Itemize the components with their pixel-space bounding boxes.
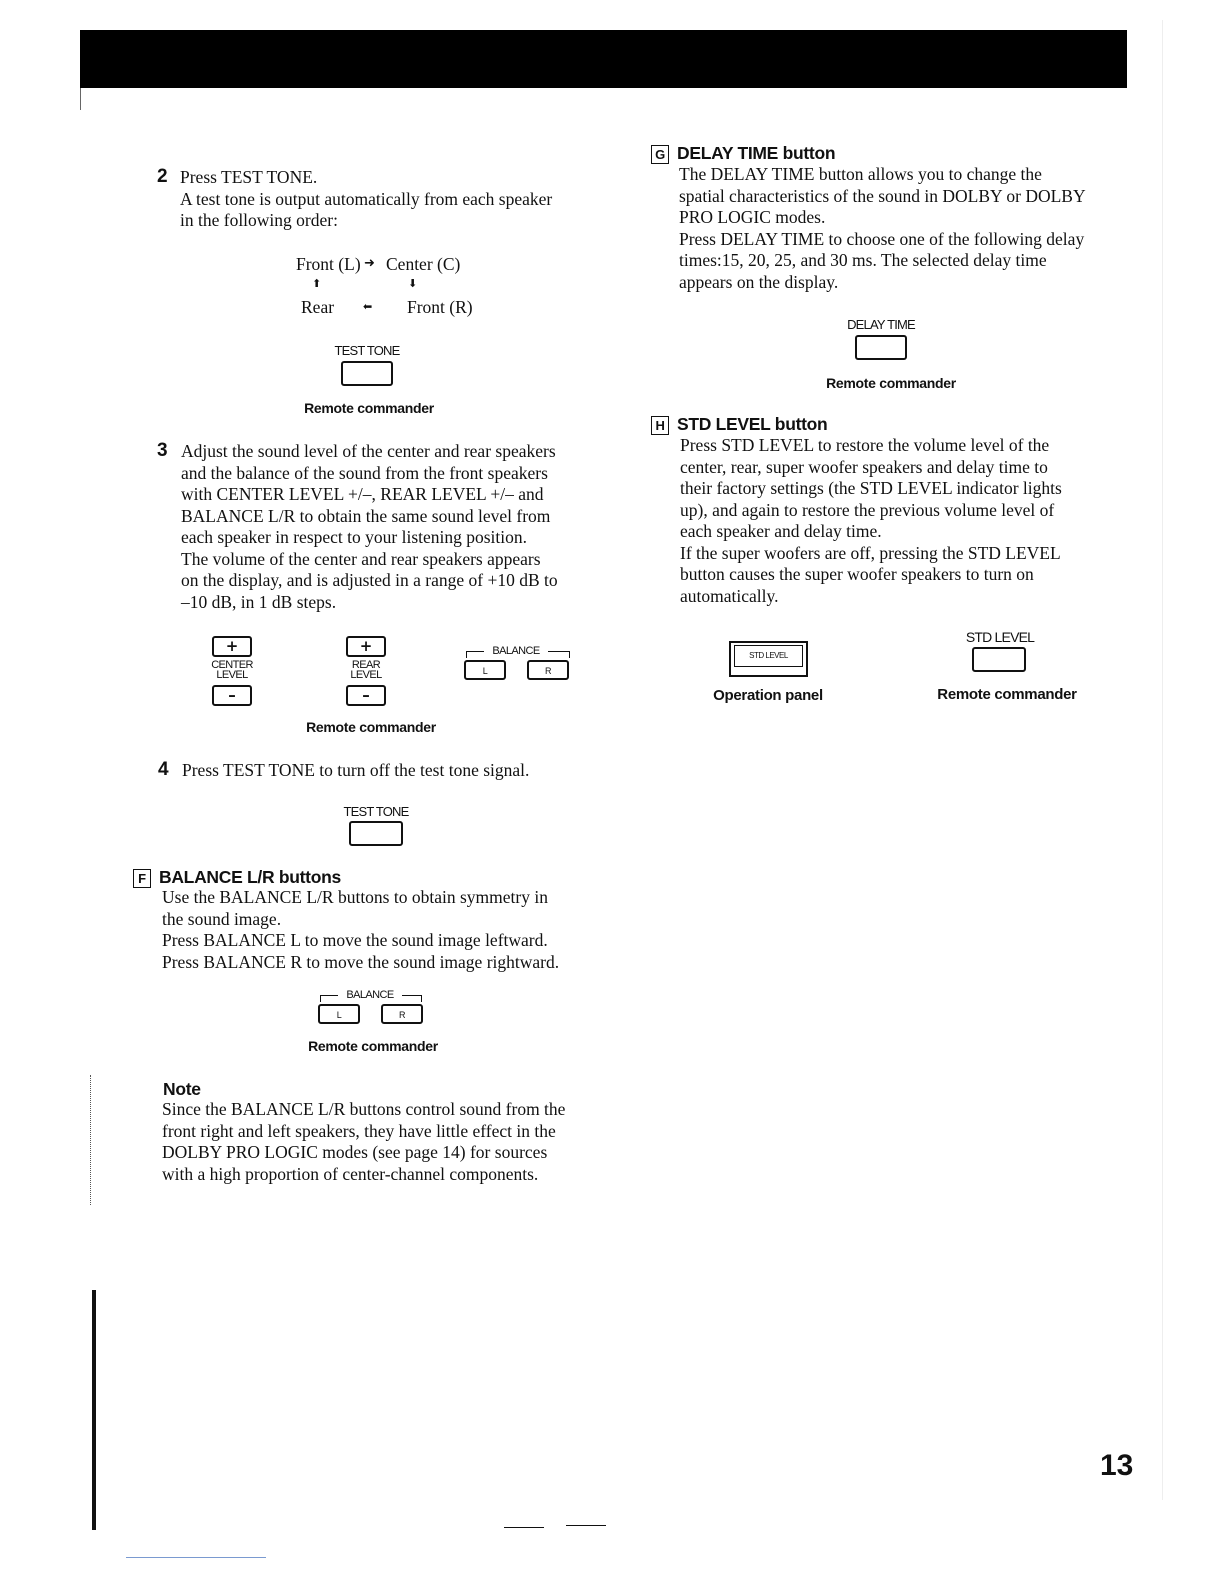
std-level-panel-button[interactable] [729, 641, 808, 677]
section-f-letter: F [133, 869, 151, 888]
footer-rule [566, 1525, 606, 1526]
scan-edge-mark [90, 1075, 93, 1205]
step-3-text: Adjust the sound level of the center and rear speakers and the balance of the sound from the front speakers with CENTER LEVEL +/–, REAR LEVEL +/– and BALANCE L/R to obtain the same sound level from each speaker in respect to your listening position. The volume of the center and rear speakers appears on the display, and is adjusted in a range of +10 dB to –10 dB, in 1 dB steps. [181, 441, 558, 612]
order-center: Center (C) [386, 254, 461, 274]
section-h-heading: H STD LEVEL button [651, 414, 827, 435]
delay-time-label: DELAY TIME [847, 317, 915, 332]
balance-label: BALANCE [484, 646, 548, 656]
step-2-caption: Remote commander [304, 400, 434, 416]
step-4-number: 4 [158, 759, 169, 780]
std-level-remote-label: STD LEVEL [965, 629, 1035, 645]
order-front-r: Front (R) [407, 297, 473, 317]
test-tone-label-2: TEST TONE [343, 804, 409, 819]
step-3-number: 3 [157, 440, 168, 461]
section-f-heading: F BALANCE L/R buttons [133, 867, 341, 888]
balance-label: BALANCE [338, 990, 402, 1000]
arrow-down-icon: ⬇ [408, 277, 418, 290]
operation-panel-caption: Operation panel [713, 687, 823, 704]
footer-rule [504, 1527, 544, 1528]
section-g-heading: G DELAY TIME button [651, 143, 835, 164]
balance-r-button[interactable]: R [527, 660, 569, 680]
note-text: Since the BALANCE L/R buttons control sound from the front right and left speakers, they have little effect in the DOLBY PRO LOGIC modes (see page 14) for sources with a high proportion of center-channel components. [162, 1099, 566, 1184]
step-4-text: Press TEST TONE to turn off the test tone signal. [182, 760, 530, 780]
center-level-minus-button[interactable] [212, 685, 252, 706]
section-h-remote-caption: Remote commander [937, 686, 1077, 703]
arrow-up-icon: ⬆ [312, 277, 322, 290]
left-margin-line [80, 88, 81, 110]
rear-level-label: REAR LEVEL [350, 659, 382, 681]
section-f-caption: Remote commander [308, 1038, 438, 1054]
std-level-remote-button[interactable] [972, 647, 1026, 672]
order-front-l: Front (L) [296, 254, 361, 274]
plus-icon: + [225, 637, 239, 655]
step-3-caption: Remote commander [306, 719, 436, 735]
section-h-letter: H [651, 416, 669, 435]
arrow-left-icon: ⬅ [363, 300, 373, 313]
binding-edge-mark [92, 1290, 96, 1530]
test-tone-label: TEST TONE [334, 343, 400, 358]
arrow-right-icon: ➜ [364, 256, 375, 271]
section-h-text: Press STD LEVEL to restore the volume level of the center, rear, super woofer speakers and delay time to their factory settings (the STD LEVEL indicator lights up), and again to restore the previous volume level of each speaker and delay time. If the super woofers are off, pressing the STD LEVEL button causes the super woofer speakers to turn on automatically. [680, 435, 1062, 606]
footer-link-line [126, 1557, 266, 1558]
step-2-text: Press TEST TONE. A test tone is output automatically from each speaker in the following order: [180, 167, 553, 230]
balance-l-button[interactable]: L [318, 1004, 360, 1024]
minus-icon: – [362, 686, 370, 704]
rear-level-plus-button[interactable] [346, 636, 386, 657]
rear-level-minus-button[interactable] [346, 685, 386, 706]
std-level-panel-label: STD LEVEL [734, 645, 803, 667]
header-bar [80, 30, 1127, 88]
step-2-number: 2 [157, 166, 168, 187]
balance-l-button[interactable]: L [464, 660, 506, 680]
note-heading: Note [163, 1079, 201, 1099]
minus-icon: – [228, 686, 236, 704]
test-tone-button-2[interactable] [349, 821, 403, 846]
plus-icon: + [359, 637, 373, 655]
center-level-label: CENTER LEVEL [211, 659, 253, 681]
balance-r-button[interactable]: R [381, 1004, 423, 1024]
center-level-plus-button[interactable] [212, 636, 252, 657]
order-rear: Rear [301, 297, 335, 317]
section-g-text: The DELAY TIME button allows you to change the spatial characteristics of the sound in DOLBY or DOLBY PRO LOGIC modes. Press DELAY TIME to choose one of the following delay times:15, 20, 25, and 30 ms. The selected delay time appears on the display. [679, 164, 1086, 292]
right-edge-line [1162, 20, 1163, 1500]
section-g-letter: G [651, 145, 669, 164]
test-tone-button[interactable] [341, 361, 393, 386]
section-f-text: Use the BALANCE L/R buttons to obtain symmetry in the sound image. Press BALANCE L to move the sound image leftward. Press BALANCE R to move the sound image rightward. [162, 887, 560, 972]
section-g-caption: Remote commander [826, 375, 956, 391]
page-number: 13 [1100, 1449, 1134, 1482]
delay-time-button[interactable] [855, 335, 907, 360]
